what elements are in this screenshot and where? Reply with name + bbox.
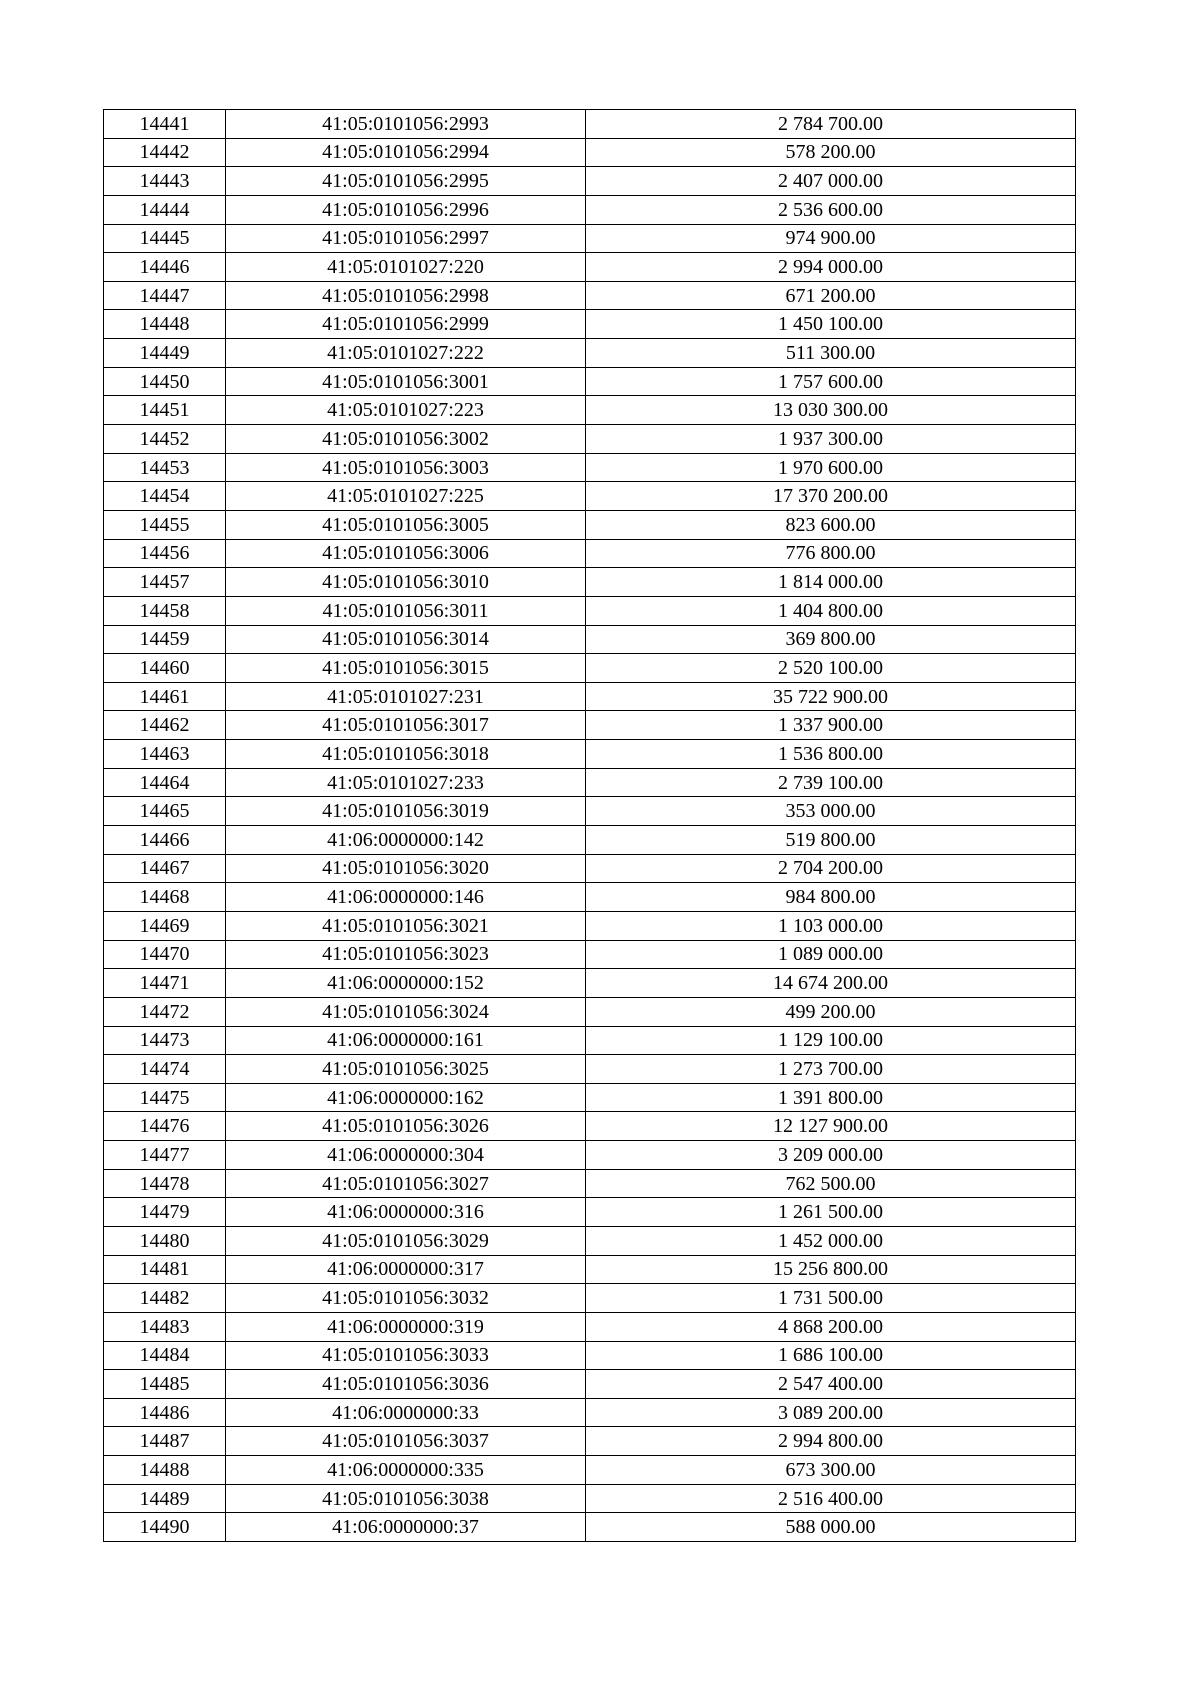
- cadastral-number-cell: 41:05:0101027:222: [226, 339, 586, 368]
- cadastral-value-cell: 519 800.00: [586, 826, 1076, 855]
- row-number-cell: 14482: [104, 1284, 226, 1313]
- row-number-cell: 14457: [104, 568, 226, 597]
- cadastral-number-cell: 41:05:0101056:2997: [226, 224, 586, 253]
- table-row: [104, 1284, 1076, 1313]
- cadastral-value-cell: 3 089 200.00: [586, 1398, 1076, 1427]
- table-row: [104, 253, 1076, 282]
- row-number-cell: 14486: [104, 1398, 226, 1427]
- table-row: [104, 1255, 1076, 1284]
- cadastral-number-cell: 41:05:0101056:3010: [226, 568, 586, 597]
- table-row: [104, 1141, 1076, 1170]
- cadastral-value-cell: 823 600.00: [586, 510, 1076, 539]
- cadastral-value-cell: 1 452 000.00: [586, 1226, 1076, 1255]
- cadastral-number-cell: 41:05:0101056:3024: [226, 997, 586, 1026]
- table-row: [104, 654, 1076, 683]
- row-number-cell: 14467: [104, 854, 226, 883]
- table-row: [104, 711, 1076, 740]
- table-row: [104, 1083, 1076, 1112]
- table-row: [104, 740, 1076, 769]
- cadastral-number-cell: 41:05:0101056:3006: [226, 539, 586, 568]
- cadastral-value-cell: 1 404 800.00: [586, 596, 1076, 625]
- row-number-cell: 14477: [104, 1141, 226, 1170]
- cadastral-number-cell: 41:05:0101056:3027: [226, 1169, 586, 1198]
- cadastral-value-cell: 984 800.00: [586, 883, 1076, 912]
- cadastral-number-cell: 41:05:0101056:3036: [226, 1370, 586, 1399]
- row-number-cell: 14479: [104, 1198, 226, 1227]
- cadastral-number-cell: 41:06:0000000:37: [226, 1513, 586, 1542]
- row-number-cell: 14456: [104, 539, 226, 568]
- table-row: [104, 167, 1076, 196]
- row-number-cell: 14450: [104, 367, 226, 396]
- cadastral-number-cell: 41:05:0101027:223: [226, 396, 586, 425]
- cadastral-value-cell: 2 516 400.00: [586, 1484, 1076, 1513]
- table-row: [104, 854, 1076, 883]
- cadastral-value-cell: 1 757 600.00: [586, 367, 1076, 396]
- table-row: [104, 195, 1076, 224]
- cadastral-number-cell: 41:05:0101056:3018: [226, 740, 586, 769]
- cadastral-number-cell: 41:06:0000000:161: [226, 1026, 586, 1055]
- cadastral-value-cell: 1 337 900.00: [586, 711, 1076, 740]
- table-row: [104, 1055, 1076, 1084]
- row-number-cell: 14483: [104, 1312, 226, 1341]
- table-row: [104, 911, 1076, 940]
- table-row: [104, 883, 1076, 912]
- cadastral-number-cell: 41:05:0101056:3001: [226, 367, 586, 396]
- cadastral-value-cell: 1 450 100.00: [586, 310, 1076, 339]
- row-number-cell: 14476: [104, 1112, 226, 1141]
- table-row: [104, 1370, 1076, 1399]
- cadastral-value-cell: 35 722 900.00: [586, 682, 1076, 711]
- row-number-cell: 14468: [104, 883, 226, 912]
- cadastral-value-cell: 12 127 900.00: [586, 1112, 1076, 1141]
- row-number-cell: 14471: [104, 969, 226, 998]
- table-row: [104, 1198, 1076, 1227]
- cadastral-value-cell: 2 536 600.00: [586, 195, 1076, 224]
- row-number-cell: 14453: [104, 453, 226, 482]
- cadastral-value-cell: 369 800.00: [586, 625, 1076, 654]
- cadastral-number-cell: 41:05:0101056:2995: [226, 167, 586, 196]
- table-row: [104, 110, 1076, 139]
- row-number-cell: 14445: [104, 224, 226, 253]
- row-number-cell: 14451: [104, 396, 226, 425]
- cadastral-number-cell: 41:05:0101056:3020: [226, 854, 586, 883]
- cadastral-number-cell: 41:05:0101056:3021: [226, 911, 586, 940]
- cadastral-value-cell: 1 937 300.00: [586, 425, 1076, 454]
- cadastral-value-cell: 1 391 800.00: [586, 1083, 1076, 1112]
- table-row: [104, 310, 1076, 339]
- cadastral-value-cell: 1 273 700.00: [586, 1055, 1076, 1084]
- row-number-cell: 14446: [104, 253, 226, 282]
- table-row: [104, 1026, 1076, 1055]
- table-body: [104, 110, 1076, 1542]
- cadastral-value-cell: 17 370 200.00: [586, 482, 1076, 511]
- cadastral-number-cell: 41:05:0101056:3032: [226, 1284, 586, 1313]
- cadastral-number-cell: 41:05:0101056:2994: [226, 138, 586, 167]
- row-number-cell: 14460: [104, 654, 226, 683]
- cadastral-number-cell: 41:05:0101027:220: [226, 253, 586, 282]
- cadastral-value-cell: 353 000.00: [586, 797, 1076, 826]
- table-row: [104, 1427, 1076, 1456]
- table-row: [104, 1484, 1076, 1513]
- cadastral-value-cell: 2 547 400.00: [586, 1370, 1076, 1399]
- cadastral-number-cell: 41:05:0101056:2993: [226, 110, 586, 139]
- cadastral-value-cell: 776 800.00: [586, 539, 1076, 568]
- cadastral-value-cell: 671 200.00: [586, 281, 1076, 310]
- cadastral-number-cell: 41:05:0101056:3014: [226, 625, 586, 654]
- row-number-cell: 14449: [104, 339, 226, 368]
- cadastral-number-cell: 41:05:0101056:3038: [226, 1484, 586, 1513]
- table-row: [104, 1513, 1076, 1542]
- cadastral-value-cell: 2 739 100.00: [586, 768, 1076, 797]
- table-row: [104, 1456, 1076, 1485]
- cadastral-number-cell: 41:05:0101056:3019: [226, 797, 586, 826]
- row-number-cell: 14455: [104, 510, 226, 539]
- table-row: [104, 826, 1076, 855]
- table-row: [104, 339, 1076, 368]
- cadastral-value-cell: 2 520 100.00: [586, 654, 1076, 683]
- row-number-cell: 14481: [104, 1255, 226, 1284]
- table-row: [104, 281, 1076, 310]
- row-number-cell: 14473: [104, 1026, 226, 1055]
- cadastral-value-cell: 2 994 800.00: [586, 1427, 1076, 1456]
- table-row: [104, 1312, 1076, 1341]
- table-row: [104, 625, 1076, 654]
- row-number-cell: 14447: [104, 281, 226, 310]
- cadastral-number-cell: 41:05:0101056:3029: [226, 1226, 586, 1255]
- cadastral-value-cell: 2 407 000.00: [586, 167, 1076, 196]
- table-row: [104, 224, 1076, 253]
- row-number-cell: 14470: [104, 940, 226, 969]
- cadastral-value-cell: 578 200.00: [586, 138, 1076, 167]
- row-number-cell: 14448: [104, 310, 226, 339]
- table-row: [104, 482, 1076, 511]
- row-number-cell: 14458: [104, 596, 226, 625]
- table-row: [104, 1398, 1076, 1427]
- table-row: [104, 1169, 1076, 1198]
- cadastral-value-cell: 1 731 500.00: [586, 1284, 1076, 1313]
- cadastral-value-cell: 15 256 800.00: [586, 1255, 1076, 1284]
- cadastral-value-cell: 1 814 000.00: [586, 568, 1076, 597]
- table-row: [104, 768, 1076, 797]
- row-number-cell: 14462: [104, 711, 226, 740]
- cadastral-value-cell: 13 030 300.00: [586, 396, 1076, 425]
- table-row: [104, 797, 1076, 826]
- cadastral-number-cell: 41:05:0101027:231: [226, 682, 586, 711]
- table-row: [104, 682, 1076, 711]
- cadastral-number-cell: 41:05:0101056:3002: [226, 425, 586, 454]
- table-row: [104, 453, 1076, 482]
- cadastral-number-cell: 41:06:0000000:319: [226, 1312, 586, 1341]
- table-row: [104, 510, 1076, 539]
- cadastral-value-cell: 1 089 000.00: [586, 940, 1076, 969]
- row-number-cell: 14461: [104, 682, 226, 711]
- row-number-cell: 14488: [104, 1456, 226, 1485]
- cadastral-number-cell: 41:05:0101027:225: [226, 482, 586, 511]
- table-row: [104, 1112, 1076, 1141]
- table-row: [104, 539, 1076, 568]
- cadastral-value-cell: 1 261 500.00: [586, 1198, 1076, 1227]
- cadastral-number-cell: 41:06:0000000:162: [226, 1083, 586, 1112]
- cadastral-number-cell: 41:06:0000000:304: [226, 1141, 586, 1170]
- row-number-cell: 14472: [104, 997, 226, 1026]
- row-number-cell: 14489: [104, 1484, 226, 1513]
- cadastral-number-cell: 41:05:0101056:2999: [226, 310, 586, 339]
- cadastral-number-cell: 41:06:0000000:142: [226, 826, 586, 855]
- cadastral-number-cell: 41:05:0101056:3011: [226, 596, 586, 625]
- row-number-cell: 14465: [104, 797, 226, 826]
- table-row: [104, 969, 1076, 998]
- cadastral-value-cell: 1 970 600.00: [586, 453, 1076, 482]
- cadastral-value-cell: 14 674 200.00: [586, 969, 1076, 998]
- cadastral-number-cell: 41:06:0000000:316: [226, 1198, 586, 1227]
- row-number-cell: 14466: [104, 826, 226, 855]
- cadastral-value-cell: 1 103 000.00: [586, 911, 1076, 940]
- cadastral-value-cell: 4 868 200.00: [586, 1312, 1076, 1341]
- cadastral-value-cell: 2 784 700.00: [586, 110, 1076, 139]
- cadastral-number-cell: 41:06:0000000:146: [226, 883, 586, 912]
- row-number-cell: 14443: [104, 167, 226, 196]
- cadastral-number-cell: 41:05:0101056:3023: [226, 940, 586, 969]
- cadastral-number-cell: 41:05:0101056:3037: [226, 1427, 586, 1456]
- cadastral-number-cell: 41:05:0101056:3025: [226, 1055, 586, 1084]
- table-row: [104, 138, 1076, 167]
- cadastral-value-cell: 3 209 000.00: [586, 1141, 1076, 1170]
- table-row: [104, 1341, 1076, 1370]
- cadastral-value-cell: 762 500.00: [586, 1169, 1076, 1198]
- cadastral-number-cell: 41:06:0000000:317: [226, 1255, 586, 1284]
- row-number-cell: 14452: [104, 425, 226, 454]
- cadastral-number-cell: 41:05:0101056:3017: [226, 711, 586, 740]
- row-number-cell: 14480: [104, 1226, 226, 1255]
- cadastral-value-cell: 499 200.00: [586, 997, 1076, 1026]
- cadastral-value-cell: 974 900.00: [586, 224, 1076, 253]
- cadastral-number-cell: 41:06:0000000:335: [226, 1456, 586, 1485]
- cadastral-number-cell: 41:05:0101056:3026: [226, 1112, 586, 1141]
- table-row: [104, 396, 1076, 425]
- row-number-cell: 14478: [104, 1169, 226, 1198]
- table-row: [104, 940, 1076, 969]
- cadastral-number-cell: 41:05:0101027:233: [226, 768, 586, 797]
- row-number-cell: 14444: [104, 195, 226, 224]
- table-row: [104, 997, 1076, 1026]
- row-number-cell: 14490: [104, 1513, 226, 1542]
- cadastral-number-cell: 41:05:0101056:2996: [226, 195, 586, 224]
- cadastral-number-cell: 41:05:0101056:3015: [226, 654, 586, 683]
- row-number-cell: 14475: [104, 1083, 226, 1112]
- cadastral-number-cell: 41:05:0101056:3033: [226, 1341, 586, 1370]
- table-row: [104, 596, 1076, 625]
- table-row: [104, 568, 1076, 597]
- row-number-cell: 14484: [104, 1341, 226, 1370]
- cadastral-number-cell: 41:06:0000000:33: [226, 1398, 586, 1427]
- table-row: [104, 1226, 1076, 1255]
- cadastral-value-table-container: [103, 109, 1076, 1542]
- cadastral-value-cell: 1 686 100.00: [586, 1341, 1076, 1370]
- row-number-cell: 14442: [104, 138, 226, 167]
- row-number-cell: 14463: [104, 740, 226, 769]
- cadastral-number-cell: 41:05:0101056:2998: [226, 281, 586, 310]
- table-row: [104, 425, 1076, 454]
- row-number-cell: 14469: [104, 911, 226, 940]
- cadastral-number-cell: 41:06:0000000:152: [226, 969, 586, 998]
- cadastral-value-cell: 673 300.00: [586, 1456, 1076, 1485]
- row-number-cell: 14464: [104, 768, 226, 797]
- cadastral-value-cell: 2 994 000.00: [586, 253, 1076, 282]
- cadastral-value-table: [103, 109, 1076, 1542]
- row-number-cell: 14487: [104, 1427, 226, 1456]
- cadastral-value-cell: 511 300.00: [586, 339, 1076, 368]
- row-number-cell: 14441: [104, 110, 226, 139]
- row-number-cell: 14459: [104, 625, 226, 654]
- cadastral-value-cell: 1 129 100.00: [586, 1026, 1076, 1055]
- row-number-cell: 14474: [104, 1055, 226, 1084]
- table-row: [104, 367, 1076, 396]
- cadastral-value-cell: 1 536 800.00: [586, 740, 1076, 769]
- cadastral-value-cell: 588 000.00: [586, 1513, 1076, 1542]
- row-number-cell: 14454: [104, 482, 226, 511]
- cadastral-value-cell: 2 704 200.00: [586, 854, 1076, 883]
- cadastral-number-cell: 41:05:0101056:3005: [226, 510, 586, 539]
- cadastral-number-cell: 41:05:0101056:3003: [226, 453, 586, 482]
- row-number-cell: 14485: [104, 1370, 226, 1399]
